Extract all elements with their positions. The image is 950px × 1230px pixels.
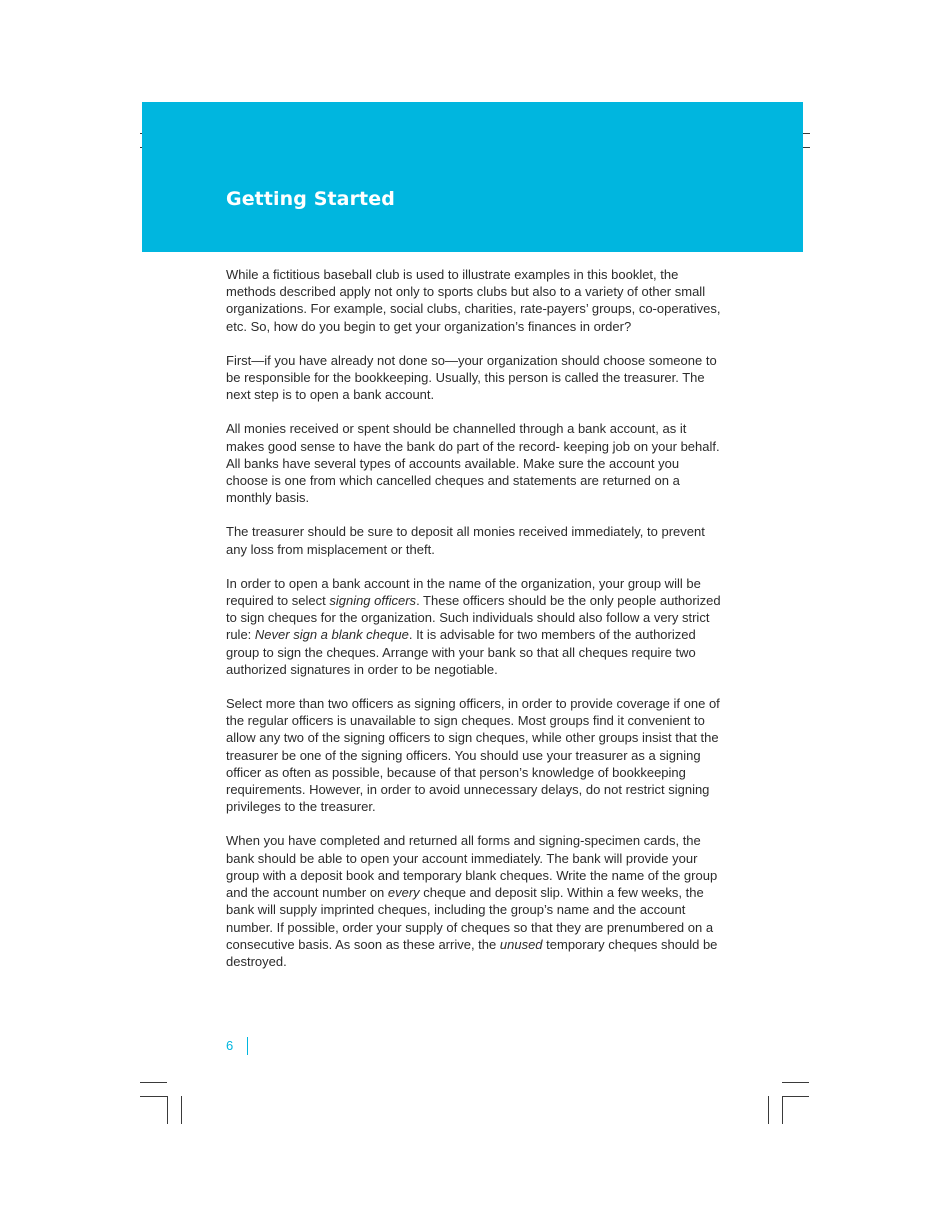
- paragraph-text: Select more than two officers as signing officers, in order to provide coverage if one of the regular officers is unavailable to sign cheques. Most groups find it convenient to allow any two of the signing officers to sign cheques, while other groups insist that the treasurer be one of the signing officers. You should use your treasurer as a signing officer as often as possible, because of that person’s knowledge of bookkeeping requirements. However, in order to avoid unnecessary delays, do not restrict signing privileges to the treasurer.: [226, 696, 720, 815]
- crop-mark-bottom-right-h2: [782, 1096, 809, 1097]
- paragraph-text: While a fictitious baseball club is used to illustrate examples in this booklet, the methods described apply not only to sports clubs but also to a variety of other small organizations. For example, social clubs, charities, rate-payers’ groups, co-operatives, etc. So, how do you begin to get your organization’s finances in order?: [226, 267, 721, 334]
- paragraph-text: When you have completed and returned all forms and signing-specimen cards, the bank should be able to open your account immediately. The bank will provide your group with a deposit book and temporary blank cheques. Write the name of the group and the account number on: [226, 833, 718, 901]
- crop-mark-bottom-left-v2: [181, 1096, 182, 1124]
- paragraph-text: . It is advisable for two members of the authorized group to sign the cheques. Arrange with your bank so that all cheques require two authorized signatures in order to be negotiable.: [226, 627, 696, 677]
- body-paragraph: [226, 695, 724, 815]
- paragraph-text: In order to open a bank account in the name of the organization, your group will be required to select: [226, 575, 701, 609]
- crop-mark-bottom-right-h1: [782, 1082, 809, 1083]
- emphasis-text: Never sign a blank cheque: [254, 627, 409, 643]
- paragraph-text: cheque and deposit slip. Within a few weeks, the bank will supply imprinted cheques, including the group’s name and the account number. If possible, order your supply of cheques so that they are prenumbered on a consecutive basis. As soon as these arrive, the: [226, 885, 714, 952]
- emphasis-text: unused: [499, 936, 543, 952]
- body-text: [226, 266, 724, 987]
- crop-mark-bottom-right-v2: [782, 1096, 783, 1124]
- crop-mark-bottom-left-h1: [140, 1082, 167, 1083]
- crop-mark-bottom-left-v1: [167, 1096, 168, 1124]
- paragraph-text: . These officers should be the only people authorized to sign cheques for the organization. Such individuals should also follow a very strict rule:: [226, 593, 721, 643]
- emphasis-text: signing officers: [329, 593, 417, 609]
- paragraph-text: temporary cheques should be destroyed.: [226, 936, 718, 969]
- paragraph-text: First—if you have already not done so—your organization should choose someone to be responsible for the bookkeeping. Usually, this person is called the treasurer. The next step is to open a bank account.: [226, 352, 717, 403]
- page-footer: [226, 1037, 248, 1055]
- crop-mark-bottom-right-v1: [768, 1096, 769, 1124]
- body-paragraph: [226, 575, 724, 678]
- paragraph-text: All monies received or spent should be channelled through a bank account, as it makes good sense to have the bank do part of the record- keeping job on your behalf. All banks have several types of accounts available. Make sure the account you choose is one from which cancelled cheques and statements are returned on a monthly basis.: [226, 421, 720, 506]
- body-paragraph: [226, 832, 724, 970]
- header-band: [142, 102, 803, 252]
- crop-mark-bottom-left-h2: [140, 1096, 167, 1097]
- body-paragraph: [226, 420, 724, 506]
- body-paragraph: [226, 266, 724, 335]
- crop-mark-top-right-2: [803, 147, 810, 148]
- page-number: 6: [226, 1038, 234, 1053]
- crop-mark-top-left-2: [140, 147, 142, 148]
- crop-mark-top-right: [803, 133, 810, 134]
- emphasis-text: every: [387, 885, 420, 901]
- page-title: Getting Started: [226, 188, 395, 210]
- footer-rule: [247, 1037, 248, 1055]
- crop-mark-top-left: [140, 133, 142, 134]
- body-paragraph: [226, 523, 724, 557]
- body-paragraph: [226, 352, 724, 404]
- paragraph-text: The treasurer should be sure to deposit all monies received immediately, to prevent any loss from misplacement or theft.: [226, 524, 705, 557]
